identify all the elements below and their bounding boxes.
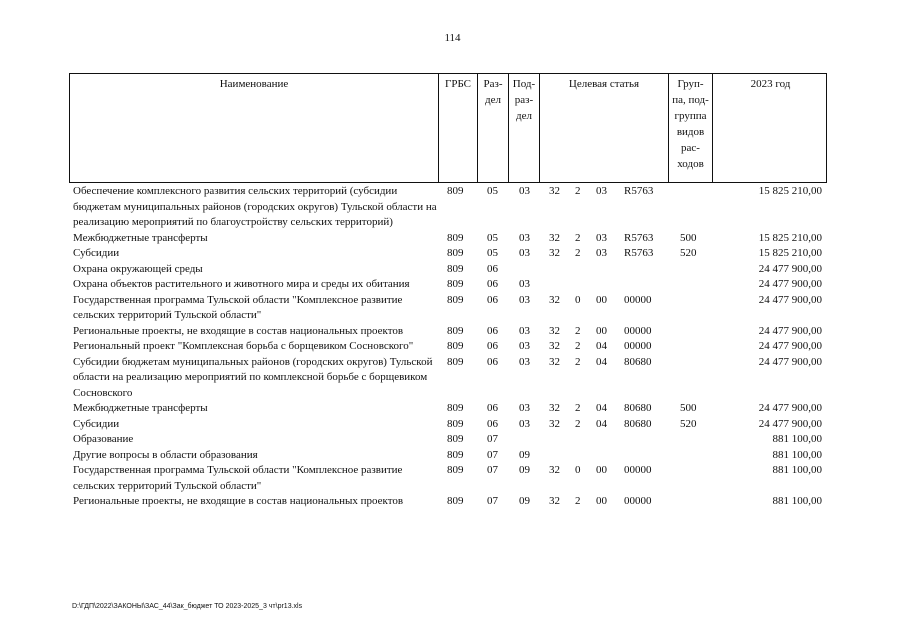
header-vr-line: группа [674, 110, 707, 122]
podrazdel-cell: 09 [519, 464, 530, 476]
row-name: Субсидии бюджетам муниципальных районов (городских округов) Тульской области на реализацию мероприятий по комплексной борьбе с борщевиком Сосновского [73, 355, 433, 399]
header-name [70, 74, 439, 182]
grbs-cell: 809 [447, 278, 464, 290]
header-year-label: 2023 год [750, 78, 791, 90]
target-code-3: 00 [596, 293, 607, 306]
header-vr-line: па, под- [672, 94, 709, 106]
header-podrazdel-line: дел [516, 110, 532, 122]
amount-cell: 24 477 900,00 [758, 402, 822, 414]
page-number: 114 [444, 32, 461, 44]
razdel-cell: 07 [487, 495, 498, 507]
razdel-cell: 05 [487, 231, 498, 244]
target-code-3: 04 [596, 402, 607, 414]
target-code-2: 2 [575, 417, 581, 430]
target-code-2: 2 [575, 402, 581, 414]
header-razdel [478, 74, 509, 182]
table-row [0, 417, 905, 433]
header-vr-line: видов [676, 126, 705, 138]
amount-cell: 24 477 900,00 [758, 417, 822, 430]
header-name-label: Наименование [219, 78, 289, 90]
table-header [69, 73, 827, 183]
vr-cell: 500 [680, 402, 697, 414]
target-code-2: 2 [575, 340, 581, 352]
grbs-cell: 809 [447, 185, 464, 197]
row-name: Региональный проект "Комплексная борьба с борщевиком Сосновского" [73, 340, 414, 352]
grbs-cell: 809 [447, 448, 464, 461]
row-name: Региональные проекты, не входящие в состав национальных проектов [73, 324, 404, 337]
table-row [0, 401, 905, 417]
header-razdel-line: Раз- [483, 78, 503, 90]
target-code-1: 32 [549, 355, 560, 368]
podrazdel-cell: 03 [519, 340, 530, 352]
target-code-4: 00000 [624, 464, 652, 476]
header-grbs-label: ГРБС [444, 78, 472, 90]
row-name: Охрана окружающей среды [73, 262, 203, 275]
row-name: Субсидии [73, 247, 120, 259]
row-name: Образование [73, 433, 134, 445]
amount-cell: 24 477 900,00 [758, 293, 822, 306]
amount-cell: 24 477 900,00 [758, 355, 822, 368]
razdel-cell: 06 [487, 262, 498, 275]
target-code-4: 00000 [624, 495, 652, 507]
target-code-4: 00000 [624, 293, 652, 306]
target-code-1: 32 [549, 231, 560, 244]
target-code-1: 32 [549, 293, 560, 306]
razdel-cell: 05 [487, 185, 498, 197]
row-name: Межбюджетные трансферты [73, 402, 208, 414]
target-code-1: 32 [549, 402, 560, 414]
target-code-3: 00 [596, 464, 607, 476]
table-row [0, 494, 905, 510]
header-podrazdel-line: раз- [514, 94, 534, 106]
razdel-cell: 05 [487, 247, 498, 259]
header-razdel-line: дел [485, 94, 501, 106]
row-name: Субсидии [73, 417, 120, 430]
target-code-3: 00 [596, 495, 607, 507]
amount-cell: 881 100,00 [772, 433, 822, 445]
header-vr [669, 74, 713, 182]
grbs-cell: 809 [447, 433, 464, 445]
grbs-cell: 809 [447, 355, 464, 368]
target-code-4: 80680 [624, 355, 652, 368]
razdel-cell: 06 [487, 324, 498, 337]
table-row [0, 463, 905, 494]
header-podrazdel [509, 74, 540, 182]
table-row [0, 231, 905, 247]
vr-cell: 520 [680, 417, 697, 430]
target-code-4: 00000 [624, 324, 652, 337]
header-vr-line: ходов [677, 158, 704, 170]
podrazdel-cell: 03 [519, 324, 530, 337]
target-code-1: 32 [549, 185, 560, 197]
target-code-4: 80680 [624, 417, 652, 430]
table-row [0, 293, 905, 324]
header-vr-line: Груп- [677, 78, 704, 90]
target-code-4: 00000 [624, 340, 652, 352]
header-target-label: Целевая статья [568, 78, 640, 90]
target-code-2: 2 [575, 495, 581, 507]
row-name: Межбюджетные трансферты [73, 231, 208, 244]
row-name: Другие вопросы в области образования [73, 448, 258, 461]
table-row [0, 448, 905, 464]
grbs-cell: 809 [447, 262, 464, 275]
razdel-cell: 07 [487, 433, 498, 445]
header-target [540, 74, 669, 182]
amount-cell: 881 100,00 [772, 495, 822, 507]
target-code-1: 32 [549, 340, 560, 352]
razdel-cell: 07 [487, 448, 498, 461]
table-row [0, 184, 905, 231]
podrazdel-cell: 03 [519, 231, 530, 244]
podrazdel-cell: 03 [519, 355, 530, 368]
amount-cell: 24 477 900,00 [758, 340, 822, 352]
razdel-cell: 06 [487, 340, 498, 352]
grbs-cell: 809 [447, 293, 464, 306]
row-name: Государственная программа Тульской области "Комплексное развитие сельских территорий Тульской области" [73, 464, 403, 492]
table-row [0, 432, 905, 448]
grbs-cell: 809 [447, 247, 464, 259]
target-code-4: R5763 [624, 231, 654, 244]
amount-cell: 15 825 210,00 [758, 247, 822, 259]
amount-cell: 881 100,00 [772, 464, 822, 476]
podrazdel-cell: 03 [519, 293, 530, 306]
row-name: Обеспечение комплексного развития сельских территорий (субсидии бюджетам муниципальных районов (городских округов) Тульской области на реализацию мероприятий по благоустройству сельских территорий) [73, 185, 437, 228]
vr-cell: 500 [680, 231, 697, 244]
target-code-3: 04 [596, 355, 607, 368]
podrazdel-cell: 09 [519, 448, 530, 461]
table-row [0, 324, 905, 340]
amount-cell: 15 825 210,00 [758, 231, 822, 244]
target-code-2: 0 [575, 464, 581, 476]
target-code-3: 03 [596, 247, 607, 259]
razdel-cell: 06 [487, 278, 498, 290]
razdel-cell: 06 [487, 293, 498, 306]
vr-cell: 520 [680, 247, 697, 259]
target-code-1: 32 [549, 495, 560, 507]
amount-cell: 24 477 900,00 [758, 324, 822, 337]
target-code-3: 04 [596, 417, 607, 430]
header-grbs [439, 74, 478, 182]
target-code-3: 03 [596, 185, 607, 197]
grbs-cell: 809 [447, 495, 464, 507]
target-code-1: 32 [549, 247, 560, 259]
target-code-3: 00 [596, 324, 607, 337]
razdel-cell: 06 [487, 402, 498, 414]
podrazdel-cell: 03 [519, 402, 530, 414]
grbs-cell: 809 [447, 464, 464, 476]
target-code-2: 2 [575, 324, 581, 337]
podrazdel-cell: 03 [519, 185, 530, 197]
target-code-4: R5763 [624, 185, 654, 197]
grbs-cell: 809 [447, 402, 464, 414]
row-name: Охрана объектов растительного и животного мира и среды их обитания [73, 278, 410, 290]
razdel-cell: 06 [487, 417, 498, 430]
target-code-2: 2 [575, 247, 581, 259]
target-code-2: 2 [575, 231, 581, 244]
podrazdel-cell: 03 [519, 417, 530, 430]
target-code-2: 2 [575, 185, 581, 197]
target-code-1: 32 [549, 417, 560, 430]
target-code-2: 2 [575, 355, 581, 368]
table-row [0, 246, 905, 262]
amount-cell: 881 100,00 [772, 448, 822, 461]
header-vr-line: рас- [681, 142, 700, 154]
table-row [0, 262, 905, 278]
razdel-cell: 06 [487, 355, 498, 368]
podrazdel-cell: 03 [519, 278, 530, 290]
table-row [0, 339, 905, 355]
file-path-footer: D:\ГДП\2022\ЗАКОНЫ\ЗАС_44\Зак_бюджет ТО 2023-2025_3 чт\pr13.xls [72, 603, 303, 610]
table-row [0, 277, 905, 293]
target-code-3: 04 [596, 340, 607, 352]
target-code-2: 0 [575, 293, 581, 306]
grbs-cell: 809 [447, 231, 464, 244]
grbs-cell: 809 [447, 417, 464, 430]
header-year [713, 74, 828, 182]
amount-cell: 24 477 900,00 [758, 262, 822, 275]
podrazdel-cell: 03 [519, 247, 530, 259]
podrazdel-cell: 09 [519, 495, 530, 507]
target-code-1: 32 [549, 464, 560, 476]
amount-cell: 15 825 210,00 [758, 185, 822, 197]
amount-cell: 24 477 900,00 [758, 278, 822, 290]
table-body [0, 184, 905, 510]
target-code-4: R5763 [624, 247, 654, 259]
razdel-cell: 07 [487, 464, 498, 476]
table-row [0, 355, 905, 402]
target-code-4: 80680 [624, 402, 652, 414]
grbs-cell: 809 [447, 340, 464, 352]
grbs-cell: 809 [447, 324, 464, 337]
target-code-3: 03 [596, 231, 607, 244]
header-podrazdel-line: Под- [512, 78, 536, 90]
row-name: Региональные проекты, не входящие в состав национальных проектов [73, 495, 404, 507]
target-code-1: 32 [549, 324, 560, 337]
row-name: Государственная программа Тульской области "Комплексное развитие сельских территорий Тульской области" [73, 293, 403, 321]
